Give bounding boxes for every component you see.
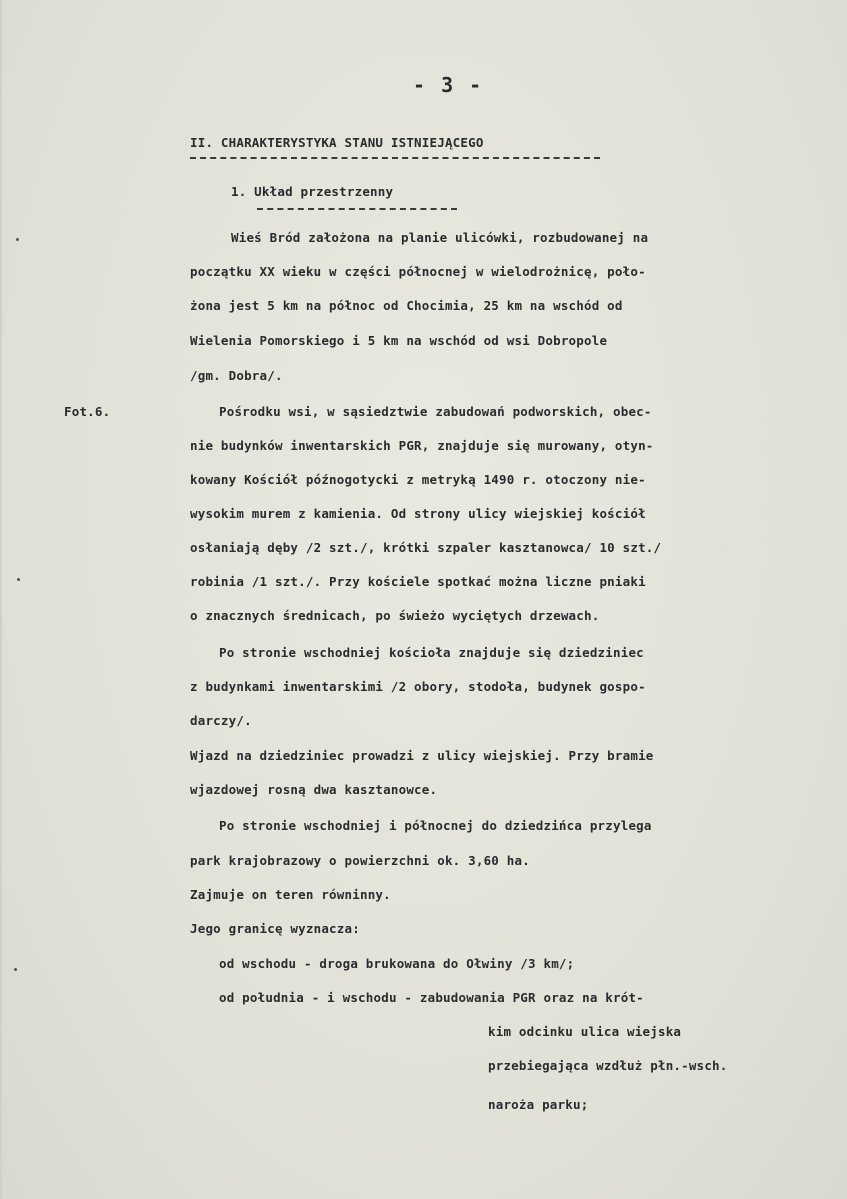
heading-underline: [190, 157, 600, 159]
body-line: z budynkami inwentarskimi /2 obory, stodoła, budynek gospo-: [190, 679, 646, 694]
body-line: żona jest 5 km na północ od Chocimia, 25 km na wschód od: [190, 298, 623, 313]
page-number: - 3 -: [413, 73, 484, 97]
body-line: kowany Kościół późnogotycki z metryką 1490 r. otoczony nie-: [190, 472, 646, 487]
paper-speck: [17, 578, 20, 581]
body-line: /gm. Dobra/.: [190, 368, 283, 383]
body-line: Po stronie wschodniej i północnej do dziedzińca przylega: [219, 818, 652, 833]
body-line: Pośrodku wsi, w sąsiedztwie zabudowań podworskich, obec-: [219, 404, 652, 419]
body-line: wysokim murem z kamienia. Od strony ulicy wiejskiej kościół: [190, 506, 646, 521]
body-line: Jego granicę wyznacza:: [190, 921, 360, 936]
body-line: o znacznych średnicach, po świeżo wyciętych drzewach.: [190, 608, 600, 623]
list-item-continuation: przebiegająca wzdłuż płn.-wsch.: [488, 1058, 728, 1073]
body-line: Wieś Bród założona na planie ulicówki, rozbudowanej na: [231, 230, 649, 245]
list-item: od wschodu - droga brukowana do Ołwiny /3 km/;: [219, 956, 575, 971]
body-line: nie budynków inwentarskich PGR, znajduje się murowany, otyn-: [190, 438, 654, 453]
body-line: początku XX wieku w części północnej w wielodrożnicę, poło-: [190, 264, 646, 279]
paper-speck: [16, 238, 19, 241]
list-item-continuation: naroża parku;: [488, 1097, 589, 1112]
body-line: Wjazd na dziedziniec prowadzi z ulicy wiejskiej. Przy bramie: [190, 748, 654, 763]
body-line: wjazdowej rosną dwa kasztanowce.: [190, 782, 438, 797]
body-line: osłaniają dęby /2 szt./, krótki szpaler kasztanowca/ 10 szt./: [190, 540, 662, 555]
body-line: Wielenia Pomorskiego i 5 km na wschód od wsi Dobropole: [190, 333, 608, 348]
list-item: od południa - i wschodu - zabudowania PGR oraz na krót-: [219, 990, 644, 1005]
list-item-continuation: kim odcinku ulica wiejska: [488, 1024, 682, 1039]
subheading-underline: [257, 208, 457, 210]
subsection-heading: 1. Układ przestrzenny: [231, 184, 394, 199]
body-line: Zajmuje on teren równinny.: [190, 887, 391, 902]
margin-note: Fot.6.: [64, 404, 111, 419]
body-line: Po stronie wschodniej kościoła znajduje się dziedziniec: [219, 645, 644, 660]
paper-speck: [14, 968, 17, 971]
body-line: park krajobrazowy o powierzchni ok. 3,60 ha.: [190, 853, 530, 868]
body-line: robinia /1 szt./. Przy kościele spotkać można liczne pniaki: [190, 574, 646, 589]
section-heading: II. CHARAKTERYSTYKA STANU ISTNIEJĄCEGO: [190, 135, 484, 150]
body-line: darczy/.: [190, 713, 252, 728]
